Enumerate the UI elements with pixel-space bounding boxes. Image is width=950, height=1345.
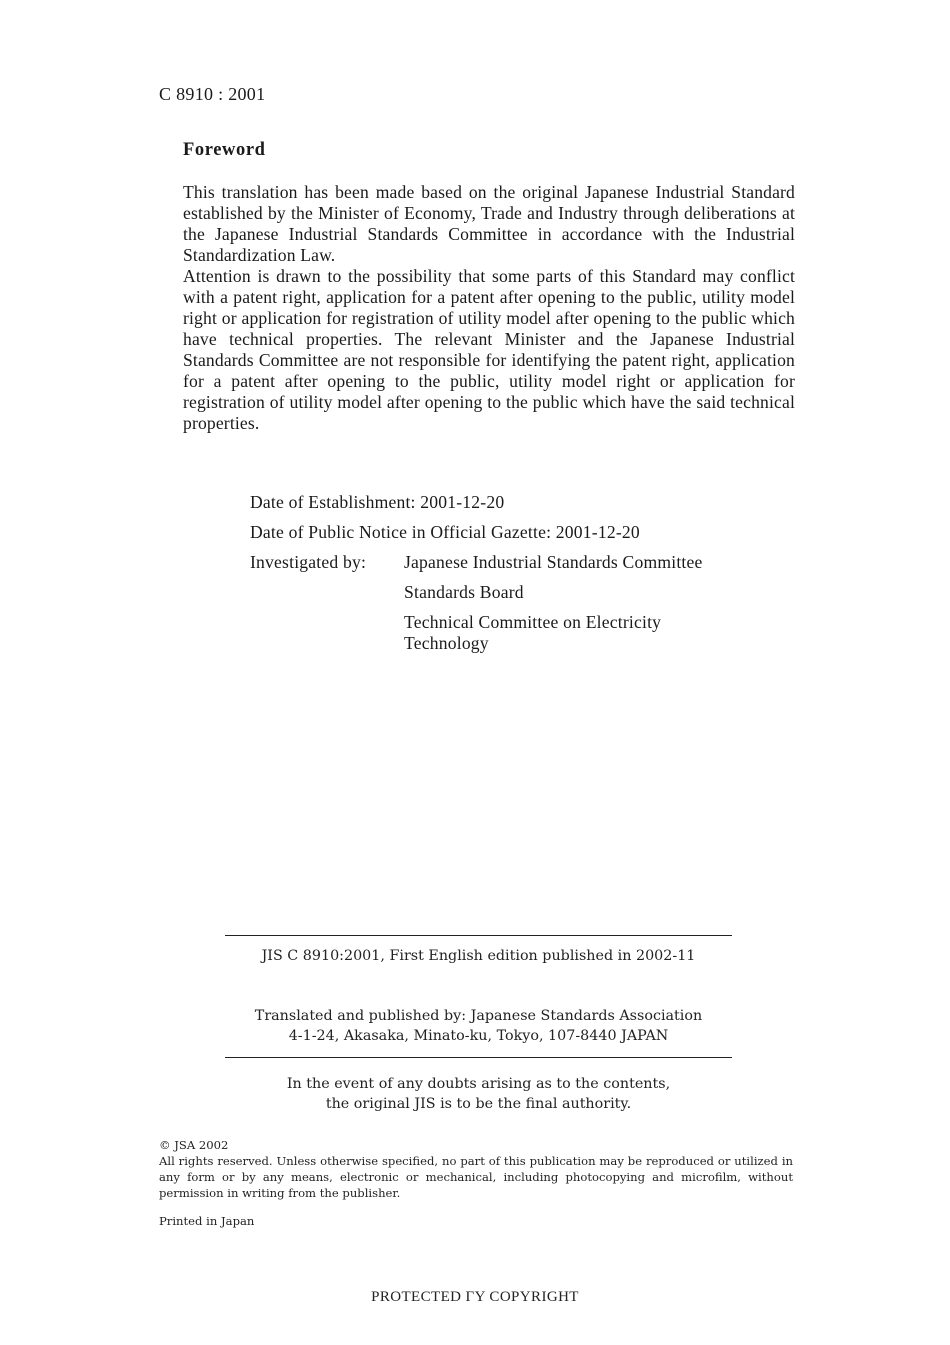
edition-line: JIS C 8910:2001, First English edition published in 2002-11 <box>261 948 696 964</box>
divider-top <box>225 935 732 936</box>
foreword-title: Foreword <box>183 140 266 160</box>
publisher-line: Translated and published by: Japanese Standards Association <box>254 1008 703 1024</box>
divider-bottom <box>225 1057 732 1058</box>
date-of-public-notice: Date of Public Notice in Official Gazette: 2001-12-20 <box>250 522 640 542</box>
copyright-rights: All rights reserved. Unless otherwise specified, no part of this publication may be reproduced or utilized in any form or by any means, electronic or mechanical, including photocopying and microfilm, without permission in writing from the publisher. <box>159 1154 793 1200</box>
investigated-by-committee: Japanese Industrial Standards Committee <box>404 552 703 572</box>
protected-notice: PROTECTED ГY COPYRIGHT <box>371 1289 579 1305</box>
foreword-paragraph-2: Attention is drawn to the possibility that some parts of this Standard may conflict with a patent right, application for a patent after opening to the public, utility model right or application for registration of utility model after opening to the public which have technical properties. The relevant Minister and the Japanese Industrial Standards Committee are not responsible for identifying the patent right, application for a patent after opening to the public, utility model right or application for registration of utility model after opening to the public which have the said technical properties. <box>183 266 795 433</box>
address-line: 4-1-24, Akasaka, Minato-ku, Tokyo, 107-8440 JAPAN <box>288 1028 669 1044</box>
foreword-body <box>183 182 795 434</box>
copyright-block <box>159 1137 793 1201</box>
printed-in: Printed in Japan <box>159 1214 255 1228</box>
authority-line-1: In the event of any doubts arising as to the contents, <box>286 1076 671 1092</box>
copyright-notice: © JSA 2002 <box>159 1138 229 1152</box>
date-of-establishment: Date of Establishment: 2001-12-20 <box>250 492 505 512</box>
authority-line-2: the original JIS is to be the final authority. <box>325 1096 632 1112</box>
standard-number: C 8910 : 2001 <box>159 84 266 104</box>
foreword-paragraph-1: This translation has been made based on the original Japanese Industrial Standard established by the Minister of Economy, Trade and Industry through deliberations at the Japanese Industrial Standards Committee in accordance with the Industrial Standardization Law. <box>183 182 795 265</box>
investigated-by-board: Standards Board <box>404 582 524 602</box>
investigated-by-technical-committee: Technical Committee on Electricity Technology <box>404 612 662 653</box>
investigated-by-label: Investigated by: <box>250 552 367 572</box>
